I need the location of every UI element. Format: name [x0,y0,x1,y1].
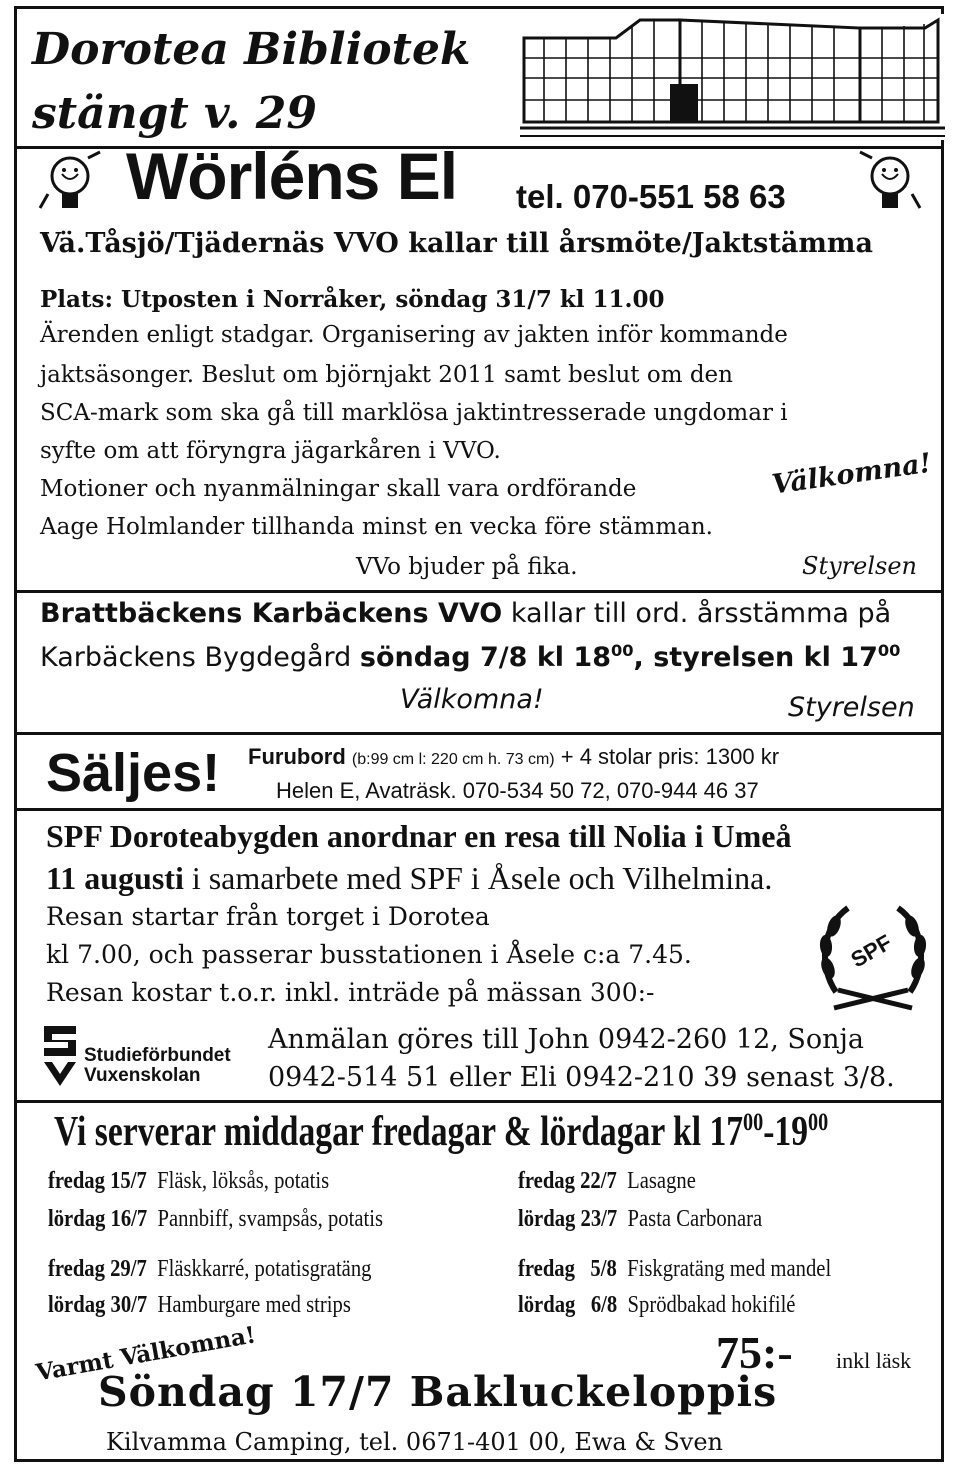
dinner-time-end: -19 [763,1109,808,1155]
brattback-line1 [40,598,891,629]
menu-dish: Pannbiff, svampsås, potatis [157,1206,384,1232]
brattback-signature: Styrelsen [788,692,915,723]
menu-dish: Fläsk, löksås, potatis [157,1168,330,1194]
brattback-board-sup: 00 [877,641,901,660]
spf-date: 11 augusti [46,860,184,896]
sale-line1 [248,744,779,770]
divider [14,808,944,811]
brattback-date: söndag 7/8 kl 18 [359,642,612,673]
menu-row [518,1292,841,1319]
spf-line3: Resan startar från torget i Dorotea [46,902,490,931]
brattback-board-time: , styrelsen kl 17 [633,642,878,673]
menu-dish: Sprödbakad hokifilé [627,1292,796,1318]
studieforbundet-line2: Vuxenskolan [84,1065,201,1086]
menu-dish: Lasagne [627,1168,696,1194]
menu-dish: Hamburgare med strips [157,1292,351,1318]
business-phone: tel. 070-551 58 63 [516,178,786,215]
sale-extra: + 4 stolar pris: 1300 kr [560,744,780,769]
menu-day: fredag 5/8 [518,1256,617,1282]
spf-laurel-logo [818,896,928,1014]
divider [14,1100,944,1103]
studieforbundet-line1: Studieförbundet [84,1045,231,1066]
spf-line2-rest: i samarbete med SPF i Åsele och Vilhelmina. [183,860,773,896]
lightbulb-icon [38,150,108,220]
spf-signup-line1: Anmälan göres till John 0942-260 12, Sonja [268,1024,865,1055]
vvo-text-line: SCA-mark som ska gå till marklösa jaktintresserade ungdomar i [40,400,788,426]
brattback-line1-rest: kallar till ord. årsstämma på [502,598,892,629]
library-building-illustration [520,14,945,140]
lightbulb-icon [852,150,922,220]
menu-row [518,1168,725,1195]
menu-day: fredag 29/7 [48,1256,147,1282]
spf-line2 [46,860,772,897]
brattback-date-sup: 00 [611,641,634,660]
menu-row [48,1292,400,1319]
dinner-title-text: Vi serverar middagar fredagar & lördagar kl 17 [54,1109,744,1155]
menu-day: fredag 22/7 [518,1168,617,1194]
vvo-text-line: syfte om att föryngra jägarkåren i VVO. [40,438,501,464]
menu-day: lördag 6/8 [518,1292,618,1318]
dinner-title [54,1108,960,1156]
vvo-text-line: Motioner och nyanmälningar skall vara ordförande [40,476,637,502]
divider [14,732,944,735]
vvo-title: Vä.Tåsjö/Tjädernäs VVO kallar till årsmöte/Jaktstämma [40,228,873,259]
brattback-org: Brattbäckens Karbäckens VVO [40,598,503,629]
menu-day: lördag 23/7 [518,1206,618,1232]
menu-day: fredag 15/7 [48,1168,147,1194]
brattback-line2 [40,642,900,673]
menu-dish: Fiskgratäng med mandel [627,1256,832,1282]
vvo-text-line: Ärenden enligt stadgar. Organisering av jakten inför kommande [40,322,788,348]
menu-dish: Pasta Carbonara [627,1206,763,1232]
vvo-text-line: Aage Holmlander tillhanda minst en vecka före stämman. [40,514,713,540]
dinner-time-sup2: 00 [808,1109,829,1136]
vvo-fika: VVo bjuder på fika. [356,554,578,580]
dinner-price: 75:- [716,1327,793,1378]
menu-row [48,1256,424,1283]
menu-row [48,1206,438,1233]
vvo-signature: Styrelsen [802,552,917,580]
vvo-text-line: jaktsäsonger. Beslut om björnjakt 2011 samt beslut om den [40,362,733,388]
flea-subtitle: Kilvamma Camping, tel. 0671-401 00, Ewa & Sven [106,1428,724,1456]
library-line1: Dorotea Bibliotek [32,24,471,75]
menu-row [48,1168,375,1195]
brattback-welcome: Välkomna! [400,684,544,715]
vvo-place: Plats: Utposten i Norråker, söndag 31/7 kl 11.00 [40,286,665,313]
menu-row [518,1206,802,1233]
vvo-welcome: Välkomna! [770,447,934,501]
business-name: Wörléns El [126,139,458,213]
sale-contact: Helen E, Avaträsk. 070-534 50 72, 070-944 46 37 [276,778,759,803]
spf-line5: Resan kostar t.o.r. inkl. inträde på mässan 300:- [46,978,655,1007]
divider [14,590,944,593]
menu-day: lördag 30/7 [48,1292,148,1318]
menu-day: lördag 16/7 [48,1206,148,1232]
library-line2: stängt v. 29 [32,88,318,139]
dinner-title-wrap [54,1108,828,1156]
dinner-price-note: inkl läsk [836,1348,912,1373]
menu-row [518,1256,882,1283]
brattback-place: Karbäckens Bygdegård [40,642,360,673]
flea-title: Söndag 17/7 Bakluckeloppis [98,1368,778,1416]
dinner-time-sup1: 00 [743,1109,764,1136]
sale-dimensions: (b:99 cm l: 220 cm h. 73 cm) [351,751,555,768]
sale-item: Furubord [248,744,346,769]
spf-line4: kl 7.00, och passerar busstationen i Åsele c:a 7.45. [46,940,692,969]
studieforbundet-logo-mark [40,1022,80,1088]
spf-line1: SPF Doroteabygden anordnar en resa till Nolia i Umeå [46,818,792,854]
dinner-welcome: Varmt Välkomna! [34,1321,258,1387]
sale-title: Säljes! [46,743,221,803]
menu-dish: Fläskkarré, potatisgratäng [157,1256,372,1282]
spf-signup-line2: 0942-514 51 eller Eli 0942-210 39 senast 3/8. [268,1062,895,1093]
spf-logo-text: SPF [846,929,897,973]
